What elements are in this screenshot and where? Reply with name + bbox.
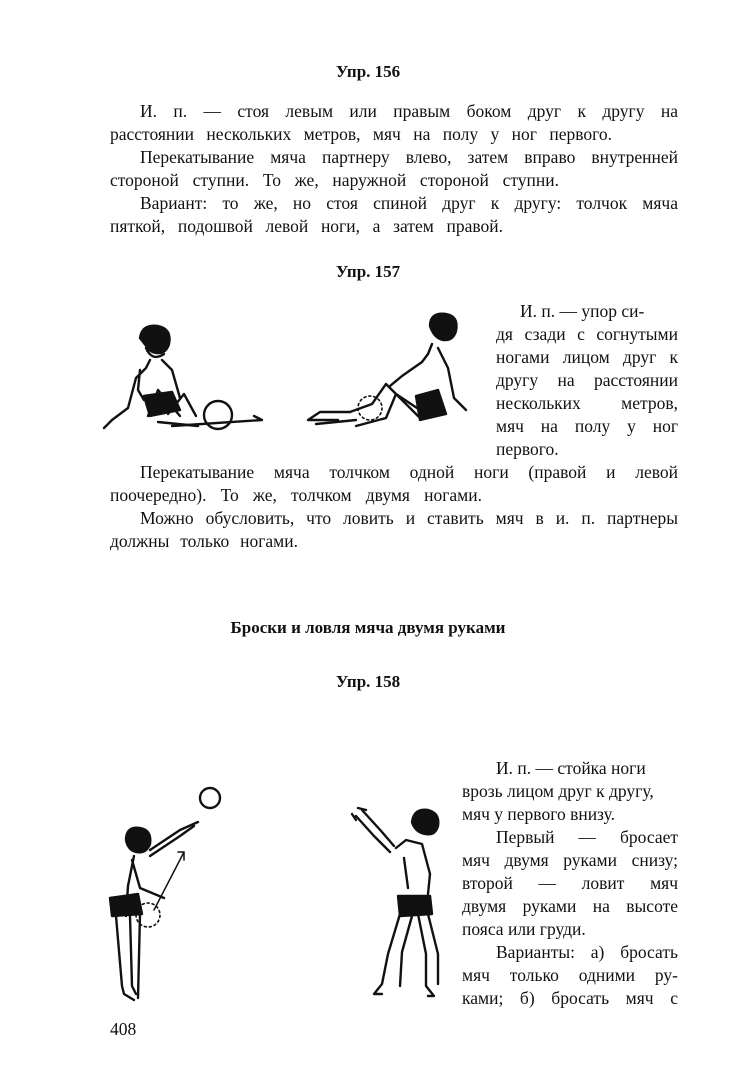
exercise-158-illustration	[100, 780, 450, 1010]
exercise-157-side-text-line: И. п. — упор си-	[520, 301, 645, 321]
exercise-158-side-text-line: двумя руками на высоте	[462, 896, 678, 916]
exercise-157-side-text-line: дя сзади с согнутыми	[496, 324, 678, 344]
page-number: 408	[110, 1019, 137, 1039]
exercise-158-side-text-line: Первый — бросает	[496, 827, 678, 847]
exercise-157-side-text-line: ногами лицом друг к	[496, 347, 678, 367]
exercise-157-side-text-line: нескольких метров,	[496, 393, 678, 413]
exercise-158-side-text-line: мяч только одними ру-	[462, 965, 678, 985]
exercise-158-side-text-line: Варианты: а) бросать	[496, 942, 678, 962]
exercise-157-text-line: поочередно). То же, толчком двумя ногами.	[110, 485, 482, 505]
exercise-156-text-line: стороной ступни. То же, наружной стороной ступни.	[110, 170, 559, 190]
exercise-158-side-text-line: И. п. — стойка ноги	[496, 758, 646, 778]
exercise-156-text-line: И. п. — стоя левым или правым боком друг к другу на	[140, 101, 678, 121]
exercise-157-text-line: Перекатывание мяча толчком одной ноги (правой и левой	[140, 462, 678, 482]
exercise-157-illustration	[100, 318, 490, 443]
exercise-158-title: Упр. 158	[335, 672, 401, 691]
exercise-156-text-line: Вариант: то же, но стоя спиной друг к другу: толчок мяча	[140, 193, 678, 213]
exercise-157-text-line: должны только ногами.	[110, 531, 298, 551]
exercise-156-text-line: Перекатывание мяча партнеру влево, затем вправо внутренней	[140, 147, 678, 167]
exercise-158-side-text-line: второй — ловит мяч	[462, 873, 678, 893]
exercise-156-text-line: пяткой, подошвой левой ноги, а затем правой.	[110, 216, 503, 236]
section-title: Броски и ловля мяча двумя руками	[230, 618, 506, 637]
exercise-158-side-text-line: мяч двумя руками снизу;	[462, 850, 678, 870]
exercise-157-text-line: Можно обусловить, что ловить и ставить мяч в и. п. партнеры	[140, 508, 678, 528]
exercise-157-side-text-line: мяч на полу у ног	[496, 416, 678, 436]
exercise-158-side-text-line: ками; б) бросать мяч с	[462, 988, 678, 1008]
exercise-158-side-text-line: пояса или груди.	[462, 919, 586, 939]
exercise-156-text-line: расстоянии нескольких метров, мяч на полу у ног первого.	[110, 124, 612, 144]
exercise-157-side-text-line: другу на расстоянии	[496, 370, 678, 390]
exercise-157-title: Упр. 157	[335, 262, 401, 281]
exercise-157-side-text-line: первого.	[496, 439, 559, 459]
exercise-158-side-text-line: врозь лицом друг к другу,	[462, 781, 654, 801]
exercise-158-side-text-line: мяч у первого внизу.	[462, 804, 615, 824]
exercise-156-title: Упр. 156	[335, 62, 401, 81]
